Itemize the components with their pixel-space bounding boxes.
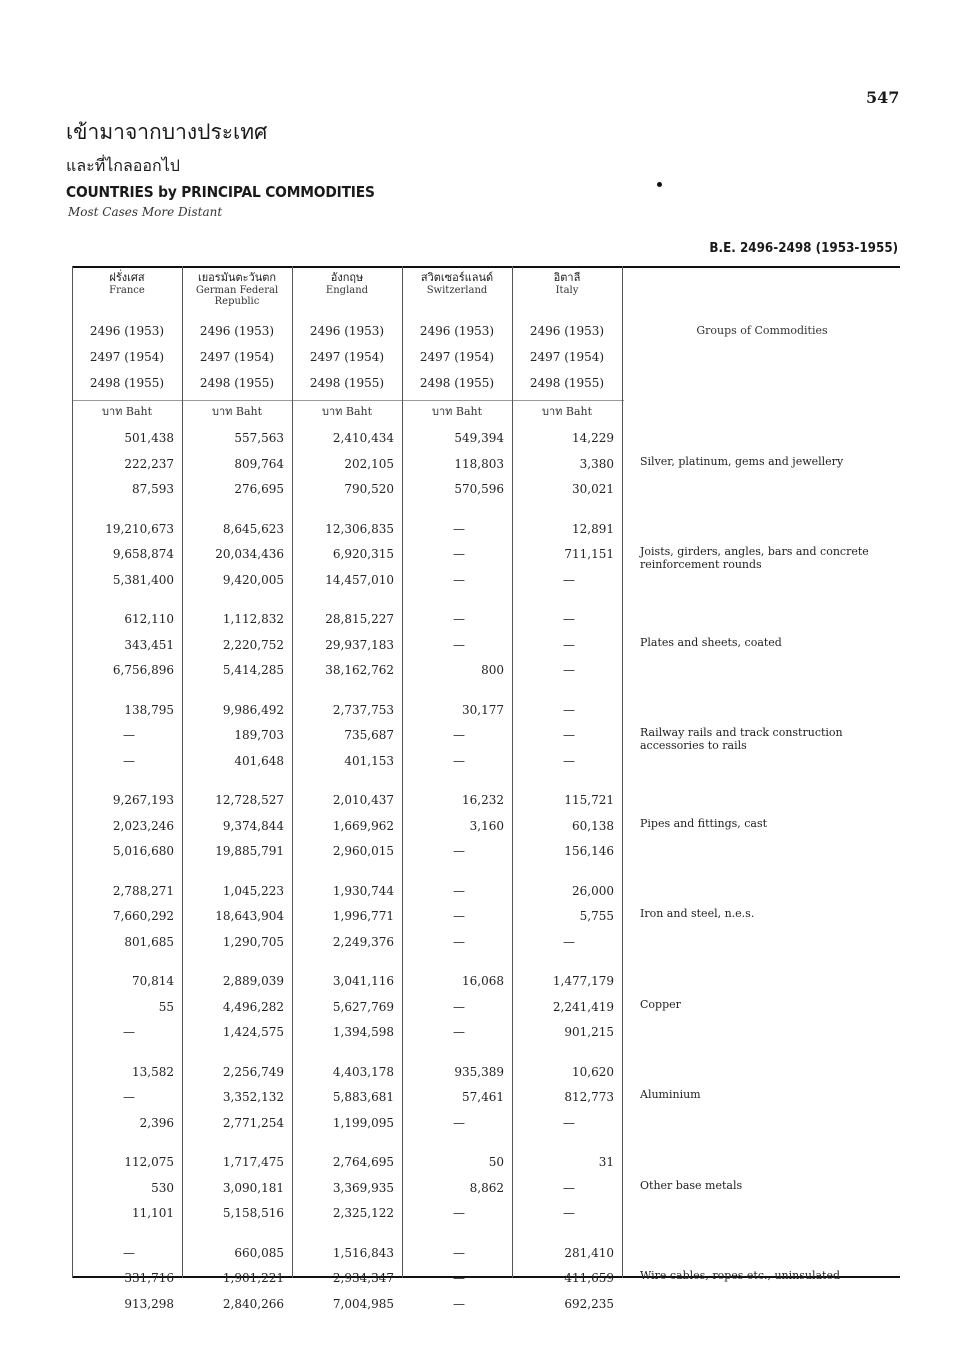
table-cell: — bbox=[563, 572, 575, 587]
table-cell: 549,394 bbox=[454, 431, 504, 445]
table-cell: 4,403,178 bbox=[332, 1064, 394, 1079]
year-label: 2496 (1953) bbox=[419, 324, 495, 338]
column-header-thai: สวิตเซอร์แลนด์ bbox=[420, 271, 494, 284]
table-cell: — bbox=[453, 1271, 465, 1285]
year-label: 2497 (1954) bbox=[199, 350, 275, 364]
table-cell: 118,803 bbox=[454, 456, 504, 471]
table-cell: 1,996,771 bbox=[332, 909, 394, 923]
commodities-table bbox=[72, 266, 900, 1311]
table-cell: 2,220,752 bbox=[222, 637, 284, 652]
year-label: 2498 (1955) bbox=[89, 376, 165, 390]
table-cell: 8,645,623 bbox=[222, 521, 284, 536]
table-cell: 70,814 bbox=[132, 974, 174, 988]
table-cell: 1,669,962 bbox=[332, 818, 394, 833]
table-cell: 9,658,874 bbox=[112, 547, 174, 561]
commodity-label: Aluminium bbox=[640, 1088, 701, 1101]
table-cell: 801,685 bbox=[124, 934, 174, 949]
table-cell: 3,380 bbox=[579, 456, 614, 471]
table-cell: — bbox=[123, 753, 135, 768]
table-cell: — bbox=[453, 999, 465, 1014]
table-cell: 16,068 bbox=[462, 974, 504, 988]
unit-label: บาท Baht bbox=[431, 405, 483, 418]
table-cell: 3,352,132 bbox=[222, 1090, 284, 1104]
table-cell: 156,146 bbox=[564, 844, 614, 858]
table-cell: 901,215 bbox=[564, 1025, 614, 1039]
table-cell: 660,085 bbox=[234, 1245, 284, 1260]
table-cell: 2,325,122 bbox=[332, 1206, 394, 1220]
table-top-rule bbox=[72, 266, 900, 268]
column-header bbox=[292, 272, 402, 296]
table-cell: 9,420,005 bbox=[222, 572, 284, 587]
column-divider bbox=[622, 266, 623, 1278]
table-cell: 2,934,347 bbox=[332, 1271, 394, 1285]
table-cell: 7,660,292 bbox=[112, 909, 174, 923]
table-cell: — bbox=[123, 1025, 135, 1039]
column-header-english: German Federal Republic bbox=[195, 284, 279, 308]
table-cell: 411,659 bbox=[564, 1271, 614, 1285]
table-cell: — bbox=[453, 844, 465, 858]
commodity-label: Plates and sheets, coated bbox=[640, 635, 782, 649]
stray-dot bbox=[657, 182, 662, 187]
table-cell: 935,389 bbox=[454, 1064, 504, 1079]
table-cell: 809,764 bbox=[234, 456, 284, 471]
column-header-english: England bbox=[325, 284, 369, 296]
table-cell: — bbox=[563, 637, 575, 652]
table-cell: — bbox=[453, 934, 465, 949]
table-cell: 16,232 bbox=[462, 793, 504, 807]
table-cell: 26,000 bbox=[572, 883, 614, 898]
column-header-english: France bbox=[109, 284, 145, 296]
table-cell: 2,771,254 bbox=[222, 1115, 284, 1130]
table-cell: 276,695 bbox=[234, 482, 284, 496]
table-cell: 189,703 bbox=[234, 728, 284, 742]
table-cell: 222,237 bbox=[124, 456, 174, 471]
table-cell: 29,937,183 bbox=[325, 637, 394, 652]
table-cell: 87,593 bbox=[132, 482, 174, 496]
table-cell: 55 bbox=[158, 999, 174, 1014]
table-cell: 38,162,762 bbox=[325, 663, 394, 677]
table-cell: 1,477,179 bbox=[552, 974, 614, 988]
table-cell: 570,596 bbox=[454, 482, 504, 496]
table-cell: 2,249,376 bbox=[332, 934, 394, 949]
table-cell: — bbox=[563, 663, 575, 677]
table-cell: 4,496,282 bbox=[222, 999, 284, 1014]
year-label: 2496 (1953) bbox=[89, 324, 165, 338]
table-cell: 18,643,904 bbox=[215, 909, 284, 923]
column-header-thai: เยอรมันตะวันตก bbox=[197, 271, 277, 284]
table-cell: 401,153 bbox=[344, 753, 394, 768]
table-cell: — bbox=[453, 547, 465, 561]
table-cell: — bbox=[563, 1206, 575, 1220]
table-cell: 3,369,935 bbox=[332, 1180, 394, 1195]
table-cell: 12,891 bbox=[572, 521, 614, 536]
column-header bbox=[72, 272, 182, 296]
table-cell: 812,773 bbox=[564, 1090, 614, 1104]
table-cell: 112,075 bbox=[124, 1155, 174, 1169]
table-cell: — bbox=[123, 1090, 135, 1104]
table-cell: 530 bbox=[151, 1180, 174, 1195]
table-cell: — bbox=[453, 1245, 465, 1260]
table-cell: 711,151 bbox=[564, 547, 614, 561]
year-label: 2497 (1954) bbox=[529, 350, 605, 364]
table-cell: 30,021 bbox=[572, 482, 614, 496]
column-header-english: Italy bbox=[555, 284, 579, 296]
table-cell: — bbox=[453, 1206, 465, 1220]
table-cell: 57,461 bbox=[462, 1090, 504, 1104]
table-cell: — bbox=[453, 521, 465, 536]
table-cell: 1,516,843 bbox=[332, 1245, 394, 1260]
year-label: 2498 (1955) bbox=[199, 376, 275, 390]
table-cell: 3,041,116 bbox=[332, 974, 394, 988]
table-cell: 5,627,769 bbox=[332, 999, 394, 1014]
table-cell: 13,582 bbox=[132, 1064, 174, 1079]
table-cell: — bbox=[563, 1115, 575, 1130]
table-cell: 2,960,015 bbox=[332, 844, 394, 858]
year-label: 2497 (1954) bbox=[89, 350, 165, 364]
column-header-thai: อังกฤษ bbox=[330, 271, 364, 284]
year-label: 2496 (1953) bbox=[199, 324, 275, 338]
year-label: 2498 (1955) bbox=[309, 376, 385, 390]
table-cell: 202,105 bbox=[344, 456, 394, 471]
table-cell: 1,930,744 bbox=[332, 883, 394, 898]
year-label: 2497 (1954) bbox=[419, 350, 495, 364]
table-cell: 6,920,315 bbox=[332, 547, 394, 561]
table-cell: 6,756,896 bbox=[112, 663, 174, 677]
table-header-rule bbox=[72, 400, 624, 401]
table-cell: 19,210,673 bbox=[105, 521, 174, 536]
commodity-label: Iron and steel, n.e.s. bbox=[640, 907, 755, 920]
table-cell: 1,394,598 bbox=[332, 1025, 394, 1039]
table-cell: 1,290,705 bbox=[222, 934, 284, 949]
table-cell: 3,160 bbox=[469, 818, 504, 833]
unit-label: บาท Baht bbox=[321, 405, 373, 418]
table-cell: — bbox=[453, 883, 465, 898]
table-cell: 2,396 bbox=[139, 1115, 174, 1130]
commodity-label: Silver, platinum, gems and jewellery bbox=[640, 454, 844, 468]
table-cell: — bbox=[453, 753, 465, 768]
table-cell: 19,885,791 bbox=[215, 844, 284, 858]
table-cell: 501,438 bbox=[124, 431, 174, 445]
table-cell: 2,410,434 bbox=[332, 431, 394, 445]
year-label: 2496 (1953) bbox=[529, 324, 605, 338]
table-cell: — bbox=[563, 702, 575, 717]
table-cell: 5,414,285 bbox=[222, 663, 284, 677]
page-number: 547 bbox=[866, 88, 900, 107]
year-label: 2498 (1955) bbox=[529, 376, 605, 390]
table-cell: 1,112,832 bbox=[222, 612, 284, 626]
table-cell: 913,298 bbox=[124, 1296, 174, 1311]
table-cell: 2,840,266 bbox=[222, 1296, 284, 1311]
table-cell: 30,177 bbox=[462, 702, 504, 717]
table-cell: 50 bbox=[488, 1155, 504, 1169]
title-thai: เข้ามาจากบางประเทศ bbox=[66, 120, 268, 144]
table-cell: 343,451 bbox=[124, 637, 174, 652]
column-header bbox=[512, 272, 622, 296]
table-cell: 7,004,985 bbox=[332, 1296, 394, 1311]
column-header-thai: อิตาลี bbox=[553, 271, 581, 284]
column-header-english: Switzerland bbox=[426, 284, 488, 296]
table-cell: — bbox=[453, 1296, 465, 1311]
table-cell: 1,045,223 bbox=[222, 883, 284, 898]
table-cell: 14,457,010 bbox=[325, 572, 394, 587]
table-cell: 612,110 bbox=[124, 612, 174, 626]
table-cell: 331,716 bbox=[124, 1271, 174, 1285]
table-cell: 5,755 bbox=[579, 909, 614, 923]
table-cell: — bbox=[453, 572, 465, 587]
table-cell: 401,648 bbox=[234, 753, 284, 768]
page-title: COUNTRIES by PRINCIPAL COMMODITIES bbox=[66, 183, 375, 201]
table-cell: 1,424,575 bbox=[222, 1025, 284, 1039]
unit-label: บาท Baht bbox=[101, 405, 153, 418]
table-cell: 2,737,753 bbox=[332, 702, 394, 717]
year-label: 2497 (1954) bbox=[309, 350, 385, 364]
table-cell: — bbox=[453, 1115, 465, 1130]
table-cell: 790,520 bbox=[344, 482, 394, 496]
table-cell: 2,889,039 bbox=[222, 974, 284, 988]
table-cell: 12,728,527 bbox=[215, 793, 284, 807]
table-cell: 692,235 bbox=[564, 1296, 614, 1311]
table-cell: 8,862 bbox=[469, 1180, 504, 1195]
column-header bbox=[402, 272, 512, 296]
table-cell: 20,034,436 bbox=[215, 547, 284, 561]
commodity-label: Railway rails and track construction accessories to rails bbox=[640, 726, 843, 753]
table-cell: 115,721 bbox=[564, 793, 614, 807]
table-cell: 5,016,680 bbox=[112, 844, 174, 858]
table-cell: 14,229 bbox=[572, 431, 614, 445]
year-label: 2498 (1955) bbox=[419, 376, 495, 390]
commodity-label: Other base metals bbox=[640, 1178, 743, 1192]
commodity-label: Joists, girders, angles, bars and concrete reinforcement rounds bbox=[640, 545, 869, 572]
commodity-label: Pipes and fittings, cast bbox=[640, 816, 768, 830]
table-cell: 60,138 bbox=[572, 818, 614, 833]
table-cell: 9,267,193 bbox=[112, 793, 174, 807]
table-cell: 2,764,695 bbox=[332, 1155, 394, 1169]
table-cell: 557,563 bbox=[234, 431, 284, 445]
table-cell: — bbox=[123, 1245, 135, 1260]
table-cell: 28,815,227 bbox=[325, 612, 394, 626]
column-header bbox=[182, 272, 292, 308]
table-cell: — bbox=[563, 934, 575, 949]
table-cell: 31 bbox=[598, 1155, 614, 1169]
column-header-thai: ฝรั่งเศส bbox=[109, 271, 145, 284]
commodity-label: Wire cables, ropes etc., uninsulated bbox=[640, 1269, 841, 1282]
table-cell: — bbox=[563, 1180, 575, 1195]
table-cell: — bbox=[563, 612, 575, 626]
table-cell: 1,717,475 bbox=[222, 1155, 284, 1169]
table-cell: 9,986,492 bbox=[222, 702, 284, 717]
table-cell: 2,788,271 bbox=[112, 883, 174, 898]
table-cell: — bbox=[453, 612, 465, 626]
year-label: 2496 (1953) bbox=[309, 324, 385, 338]
table-cell: 12,306,835 bbox=[325, 521, 394, 536]
period-label: B.E. 2496-2498 (1953-1955) bbox=[709, 241, 898, 256]
table-cell: 5,883,681 bbox=[332, 1090, 394, 1104]
commodity-label: Copper bbox=[640, 997, 681, 1011]
unit-label: บาท Baht bbox=[211, 405, 263, 418]
table-cell: — bbox=[563, 728, 575, 742]
table-cell: 10,620 bbox=[572, 1064, 614, 1079]
table-cell: 1,199,095 bbox=[332, 1115, 394, 1130]
table-cell: — bbox=[453, 637, 465, 652]
table-cell: 3,090,181 bbox=[222, 1180, 284, 1195]
subtitle-thai: และที่ไกลออกไป bbox=[66, 156, 180, 175]
table-cell: 9,374,844 bbox=[222, 818, 284, 833]
table-cell: — bbox=[453, 909, 465, 923]
table-cell: — bbox=[123, 728, 135, 742]
unit-label: บาท Baht bbox=[541, 405, 593, 418]
table-cell: 281,410 bbox=[564, 1245, 614, 1260]
table-cell: — bbox=[453, 1025, 465, 1039]
table-cell: 2,010,437 bbox=[332, 793, 394, 807]
groups-header: Groups of Commodities bbox=[696, 324, 828, 337]
table-cell: 11,101 bbox=[132, 1206, 174, 1220]
table-cell: 2,241,419 bbox=[552, 999, 614, 1014]
table-cell: — bbox=[453, 728, 465, 742]
table-cell: 800 bbox=[481, 663, 504, 677]
page-subtitle: Most Cases More Distant bbox=[68, 205, 223, 219]
table-cell: 735,687 bbox=[344, 728, 394, 742]
table-cell: 1,901,221 bbox=[222, 1271, 284, 1285]
table-cell: 138,795 bbox=[124, 702, 174, 717]
table-cell: — bbox=[563, 753, 575, 768]
table-cell: 2,023,246 bbox=[112, 818, 174, 833]
table-cell: 5,381,400 bbox=[112, 572, 174, 587]
table-cell: 5,158,516 bbox=[222, 1206, 284, 1220]
table-cell: 2,256,749 bbox=[222, 1064, 284, 1079]
